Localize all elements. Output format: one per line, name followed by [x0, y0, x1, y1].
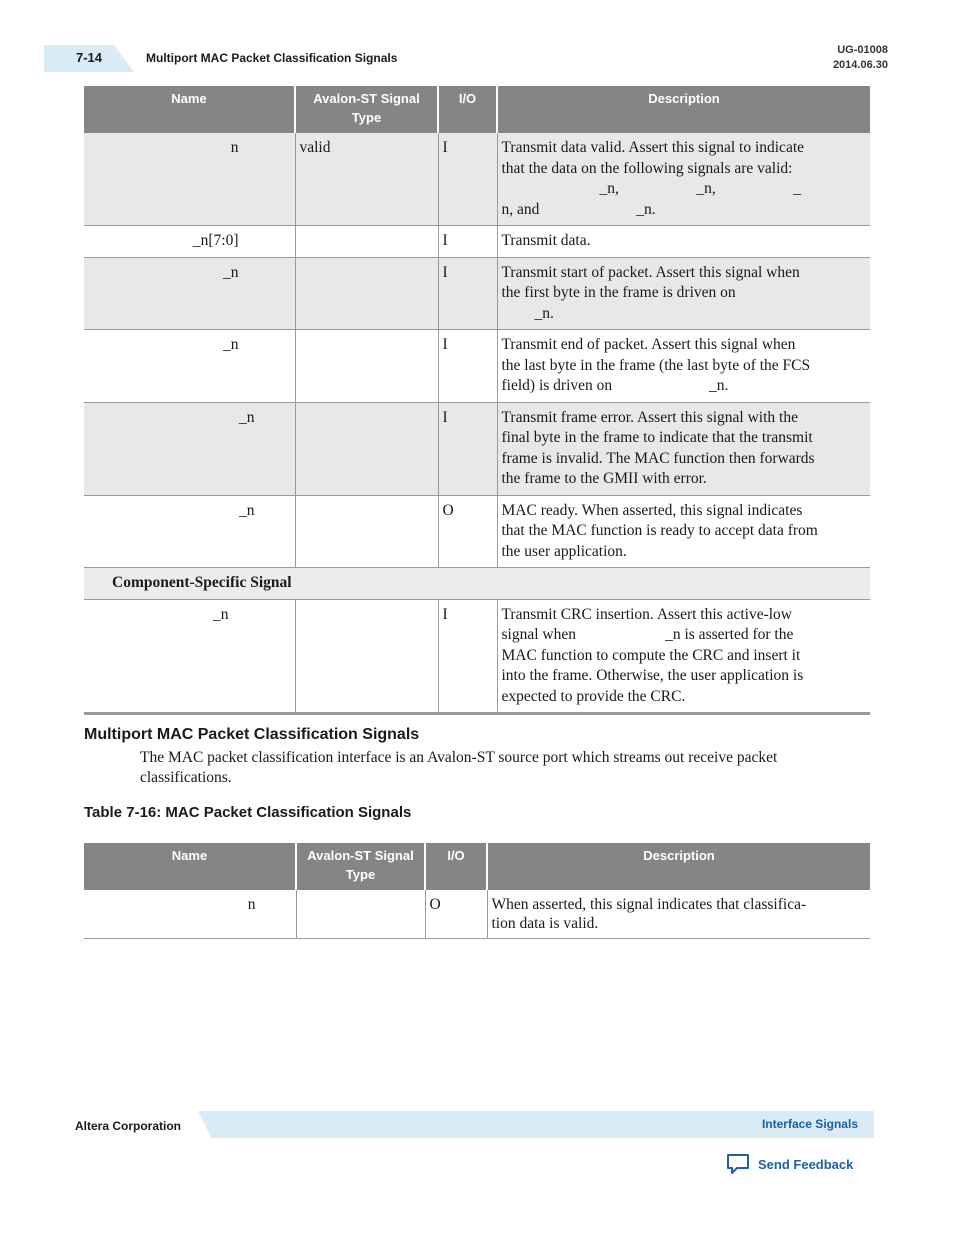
description-line: _n, _n, _ [599, 180, 801, 197]
signal-io: I [438, 226, 497, 258]
description-line: n, and _n. [501, 200, 656, 218]
table-header-row [84, 86, 870, 133]
signal-description [497, 257, 870, 330]
signal-io: O [425, 890, 487, 939]
description-line: frame is invalid. The MAC function then forwards [501, 449, 815, 467]
signal-description [497, 226, 870, 258]
table-row [84, 257, 870, 330]
speech-bubble-icon [726, 1153, 750, 1175]
column-header-signal-type: Avalon-ST Signal Type [295, 86, 438, 133]
signal-name: n [84, 133, 295, 226]
signal-type [295, 495, 438, 568]
document-date: 2014.06.30 [832, 59, 888, 71]
classification-signal-table [84, 843, 870, 939]
column-header-signal-type: Avalon-ST Signal Type [296, 843, 425, 890]
description-line: expected to provide the CRC. [501, 687, 686, 705]
signal-description [497, 330, 870, 403]
send-feedback-label: Send Feedback [758, 1156, 854, 1172]
footer-organization: Altera Corporation [75, 1119, 182, 1133]
table-caption: Table 7-16: MAC Packet Classification Signals [84, 804, 412, 821]
table-row [84, 890, 870, 939]
table-row [84, 402, 870, 495]
description-line: When asserted, this signal indicates that classifica- [491, 896, 807, 913]
description-line: Transmit data. [501, 232, 591, 249]
description-line: Transmit CRC insertion. Assert this active-low [501, 605, 792, 623]
section-body-text: The MAC packet classification interface is an Avalon-ST source port which streams out receive packet classifications. [140, 749, 778, 786]
page-number: 7-14 [76, 50, 103, 65]
signal-name: _n[7:0] [84, 226, 295, 258]
description-line: MAC ready. When asserted, this signal indicates [501, 501, 803, 519]
description-line: _n. [534, 304, 554, 322]
column-header-description: Description [497, 86, 870, 133]
description-line: field) is driven on _n. [501, 377, 729, 394]
description-line: Transmit end of packet. Assert this signal when [501, 336, 796, 353]
signal-type [295, 599, 438, 714]
component-specific-label: Component-Specific Signal [84, 568, 870, 600]
signal-type [295, 330, 438, 403]
signal-io: I [438, 599, 497, 714]
description-line: Transmit start of packet. Assert this signal when [501, 263, 800, 281]
signal-description [487, 890, 870, 939]
signal-name: _n [84, 402, 295, 495]
description-line: that the data on the following signals are valid: [501, 159, 793, 177]
signal-name: _n [84, 599, 295, 714]
signal-io: I [438, 330, 497, 403]
description-line: signal when _n is asserted for the [501, 626, 794, 643]
description-line: into the frame. Otherwise, the user application is [501, 667, 804, 684]
description-line: final byte in the frame to indicate that the transmit [501, 429, 813, 446]
description-line: Transmit data valid. Assert this signal to indicate [501, 139, 805, 156]
description-line: tion data is valid. [491, 915, 599, 932]
signal-type [295, 226, 438, 258]
description-line: MAC function to compute the CRC and insert it [501, 646, 801, 664]
table-row [84, 495, 870, 568]
section-row [84, 568, 870, 600]
column-header-description: Description [487, 843, 870, 890]
running-header-title: Multiport MAC Packet Classification Signals [146, 51, 398, 65]
document-id: UG-01008 [837, 44, 888, 56]
table-header-row [84, 843, 870, 890]
description-line: the last byte in the frame (the last byte of the FCS [501, 356, 811, 374]
signal-description [497, 133, 870, 226]
description-line: that the MAC function is ready to accept data from [501, 522, 818, 539]
signal-table-continued [84, 86, 870, 715]
signal-io: O [438, 495, 497, 568]
column-header-name: Name [84, 86, 295, 133]
document-id-block [833, 43, 888, 73]
signal-description [497, 402, 870, 495]
description-line: the first byte in the frame is driven on [501, 284, 736, 301]
signal-io: I [438, 257, 497, 330]
column-header-io: I/O [438, 86, 497, 133]
signal-name: n [84, 890, 296, 939]
signal-name: _n [84, 495, 295, 568]
description-line: the frame to the GMII with error. [501, 470, 707, 487]
signal-name: _n [84, 330, 295, 403]
column-header-io: I/O [425, 843, 487, 890]
description-line: the user application. [501, 542, 627, 560]
signal-type: valid [295, 133, 438, 226]
signal-type [295, 257, 438, 330]
send-feedback-link[interactable] [726, 1153, 853, 1175]
signal-io: I [438, 133, 497, 226]
signal-type [296, 890, 425, 939]
signal-description [497, 599, 870, 714]
table-row [84, 133, 870, 226]
signal-description [497, 495, 870, 568]
description-line: Transmit frame error. Assert this signal with the [501, 408, 798, 426]
table-row [84, 330, 870, 403]
column-header-name: Name [84, 843, 296, 890]
signal-name: _n [84, 257, 295, 330]
table-row [84, 599, 870, 714]
footer-chapter-link[interactable]: Interface Signals [761, 1117, 858, 1131]
section-heading: Multiport MAC Packet Classification Signals [84, 726, 420, 743]
signal-type [295, 402, 438, 495]
table-row [84, 226, 870, 258]
signal-io: I [438, 402, 497, 495]
